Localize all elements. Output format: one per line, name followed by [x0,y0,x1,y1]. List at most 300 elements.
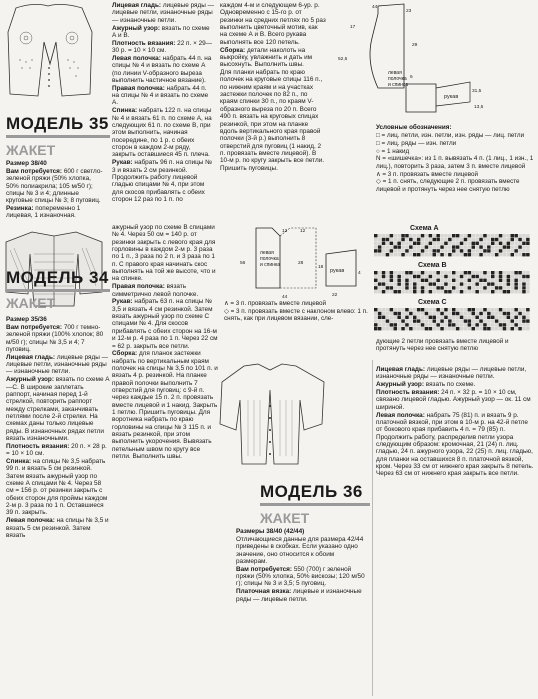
chart-cell [436,323,440,326]
chart-cell [522,282,526,285]
chart-cell [397,316,401,319]
model-34-instructions-a: Размер 35/36 Вам потребуется: 700 г темно-зеленой пряжи (100% хлопок; 80 м/50 г); спицы № 3,5 и 4; 7 пуговиц. Лицевая гладь: лицевые ряды — лицевые петли, изнаночные ряды — изнаночные петли. Ажурный узор: вязать по схеме А—С. В широкие заплетать раппорт, начиная перед 1-й стрелкой, повторить раппорт между стрелками, заканчивать петлями после 2-й стрелки. На схемах даны только лицевые ряды. В изнаночных рядах петли вязать изнаночными. Плотность вязания: 20 п. × 28 р. = 10 × 10 см. Спинка: на спицы № 3,5 набрать 99 п. и вязать 5 см резинкой. Затем вязать ажурный узор по схеме А спицами № 4. Через 58 см = 156 р. от резинки закрыть с обеих сторон для проймы каждом 2-м р. 3 раза по 1 п. Оставшиеся 39 п. закрыть. Левая полочка: на спицы № 3,5 и вязать 5 см резинкой. Затем вязать [6,316,110,539]
chart-cell [417,242,421,245]
chart-cell [495,249,499,252]
chart-cell [499,282,503,285]
chart-cell [503,282,507,285]
chart-cell [409,275,413,278]
chart-cell [421,323,425,326]
chart-cell [378,234,382,237]
model-36-instructions-a: Размеры 38/40 (42/44) Отличающиеся данные для размера 42/44 приведены в скобках. Если указано одно значение, оно относится к обоим размерам. Вам потребуется: 550 (700) г зеленой пряжи (50% хлопка, 50% вискозы; 120 м/50 г); спицы № 3 и 3,5; 5 пуговиц. Платочная вязка: лицевые и изнаночные ряды — лицевые петли. [236,528,365,603]
chart-cell [425,319,429,322]
chart-cell [483,319,487,322]
chart-cell [472,238,476,241]
left-shelf-label-2: левая полочка и спинка [260,250,281,268]
chart-cell [440,279,444,282]
chart-cell [518,242,522,245]
chart-cell [429,319,433,322]
chart-cell [394,316,398,319]
chart-cell [487,275,491,278]
chart-cell [421,242,425,245]
chart-cell [429,275,433,278]
chart-cell [507,290,511,293]
chart-cell [468,253,472,256]
chart-cell [483,245,487,248]
chart-cell [405,275,409,278]
chart-cell [511,245,515,248]
chart-cell [483,275,487,278]
chart-cell [487,282,491,285]
chart-cell [390,271,394,274]
chart-cell [421,234,425,237]
model-35-instructions-b: каждом 4-м и следующем 6-ур. р. Одновременно с 15-го р. от резинки на средних петлях по 5 раз выполнить цветочный мотив, как на схеме А и В. Всего рукава выполнять все 120 петель. Сборка: детали наколоть на выкройку, увлажнить и дать им высохнуть. Выполнить швы. Для планки набрать по краю полочек на круговые спицы 116 п., по нижним краям и на участках застежки полочек по 82 п., по краям спинки 30 п., по краям V-образного выреза по 20 п. Всего 490 п. вязать на круговых спицах резинкой, при этом на планке вдоль вертикального края правой полочки (3-й р.) выполнить 8 отверстий для пуговиц (1 накид, 2 п. провязать вместе лицевой). В 10-м р. по кругу закрыть все петли. Пришить пуговицы. [220,2,326,172]
chart-cell [526,238,530,241]
chart-cell [429,312,433,315]
chart-cell [433,312,437,315]
chart-cell [464,279,468,282]
chart-cell [405,319,409,322]
chart-cell [433,282,437,285]
chart-cell [409,234,413,237]
chart-cell [429,234,433,237]
chart-cell [374,279,378,282]
chart-cell [417,249,421,252]
chart-cell [394,290,398,293]
chart-cell [417,253,421,256]
chart-cell [386,271,390,274]
chart-cell [397,327,401,330]
scheme-b-chart [374,271,534,297]
chart-cell [444,286,448,289]
chart-cell [460,312,464,315]
chart-cell [386,319,390,322]
chart-cell [503,323,507,326]
chart-cell [436,249,440,252]
model-35-subtitle: ЖАКЕТ [6,142,56,158]
chart-cell [511,316,515,319]
chart-cell [468,238,472,241]
chart-cell [374,327,378,330]
chart-cell [503,319,507,322]
chart-cell [401,253,405,256]
chart-cell [460,308,464,311]
chart-cell [452,319,456,322]
chart-cell [417,308,421,311]
svg-text:28: 28 [298,261,304,266]
chart-cell [468,245,472,248]
chart-cell [413,282,417,285]
chart-cell [382,238,386,241]
model-36-title: МОДЕЛЬ 36 [260,482,363,501]
chart-cell [382,327,386,330]
chart-cell [518,290,522,293]
chart-cell [440,245,444,248]
chart-cell [440,271,444,274]
chart-cell [448,312,452,315]
chart-cell [413,290,417,293]
chart-cell [444,242,448,245]
chart-cell [511,279,515,282]
chart-cell [511,275,515,278]
chart-cell [487,319,491,322]
chart-cell [475,282,479,285]
chart-cell [468,249,472,252]
chart-cell [507,249,511,252]
chart-cell [394,249,398,252]
chart-cell [483,238,487,241]
chart-cell [374,242,378,245]
chart-cell [382,282,386,285]
chart-cell [444,282,448,285]
chart-cell [456,319,460,322]
chart-cell [468,323,472,326]
chart-cell [475,279,479,282]
chart-cell [472,234,476,237]
chart-cell [436,238,440,241]
chart-cell [491,319,495,322]
chart-cell [413,286,417,289]
chart-cell [472,249,476,252]
chart-cell [487,249,491,252]
chart-cell [429,271,433,274]
chart-cell [417,312,421,315]
chart-cell [514,275,518,278]
chart-cell [409,308,413,311]
chart-cell [401,312,405,315]
chart-cell [397,275,401,278]
chart-cell [514,249,518,252]
chart-cell [397,319,401,322]
chart-cell [495,253,499,256]
chart-cell [460,271,464,274]
chart-cell [479,286,483,289]
chart-cell [464,238,468,241]
chart-cell [440,286,444,289]
chart-cell [390,282,394,285]
chart-cell [514,271,518,274]
chart-cell [507,271,511,274]
chart-cell [390,275,394,278]
chart-cell [460,279,464,282]
chart-cell [409,286,413,289]
chart-cell [518,308,522,311]
chart-cell [472,312,476,315]
chart-cell [433,316,437,319]
model-35-instructions-a: Лицевая гладь: лицевые ряды — лицевые петли, изнаночные ряды — изнаночные петли. Ажурный узор: вязать по схеме А и В. Плотность вязания: 22 п. × 29—30 р. = 10 × 10 см. Левая полочка: набрать 44 п. на спицы № 4 и вязать по схеме А (по линии V-образного выреза выполнить частичное вязание). Правая полочка: набрать 44 п. на спицы № 4 и вязать по схеме А. Спинка: набрать 122 п. на спицы № 4 и вязать 61 п. по схеме А, на следующих 61 п. по схеме В, при этом выполнить, начиная посередине, по 1 р. с обеих сторон в каждом 2-м ряду, закрыть оставшиеся 45 п. плеча. Рукав: набрать 96 п. на спицы № 3 и вязать 2 см резинкой. Продолжить работу лицевой гладью спицами № 4, при этом для скосов прибавлять с обеих сторон 12 раз по 1 п. по [112,2,214,203]
chart-cell [483,242,487,245]
chart-cell [499,275,503,278]
chart-cell [495,319,499,322]
chart-cell [495,290,499,293]
chart-cell [483,290,487,293]
chart-cell [397,279,401,282]
chart-cell [499,238,503,241]
chart-cell [378,242,382,245]
chart-cell [405,238,409,241]
chart-cell [518,249,522,252]
chart-cell [394,319,398,322]
chart-cell [390,312,394,315]
chart-cell [417,279,421,282]
chart-cell [394,238,398,241]
model-35-requirements: Размер 38/40 Вам потребуется: 600 г светло-зеленой пряжи (50% хлопка, 50% полиакрила; 105 м/50 г); спицы № 3 и 4; длинные круговые спицы № 3; 8 пуговиц. Резинка: попеременно 1 лицевая, 1 изнаночная. [6,160,103,220]
chart-cell [456,279,460,282]
chart-cell [479,323,483,326]
chart-cell [394,286,398,289]
chart-cell [429,316,433,319]
chart-cell [417,319,421,322]
chart-cell [452,271,456,274]
chart-cell [460,238,464,241]
chart-cell [522,323,526,326]
chart-cell [526,249,530,252]
chart-cell [409,290,413,293]
chart-cell [479,279,483,282]
chart-cell [386,327,390,330]
chart-cell [425,249,429,252]
chart-cell [436,290,440,293]
chart-cell [499,249,503,252]
chart-cell [483,249,487,252]
chart-cell [518,238,522,241]
chart-cell [382,253,386,256]
chart-cell [397,323,401,326]
chart-cell [436,271,440,274]
chart-cell [464,275,468,278]
chart-cell [382,234,386,237]
chart-cell [507,234,511,237]
chart-cell [401,327,405,330]
chart-cell [436,319,440,322]
chart-cell [514,316,518,319]
chart-cell [468,290,472,293]
chart-cell [499,308,503,311]
chart-cell [503,249,507,252]
chart-cell [378,323,382,326]
chart-cell [409,245,413,248]
chart-cell [522,253,526,256]
chart-cell [425,242,429,245]
chart-cell [499,319,503,322]
chart-cell [448,290,452,293]
chart-cell [452,286,456,289]
chart-cell [460,282,464,285]
chart-cell [511,271,515,274]
chart-cell [460,319,464,322]
chart-cell [468,308,472,311]
chart-cell [421,245,425,248]
chart-cell [472,242,476,245]
chart-cell [397,312,401,315]
chart-cell [440,242,444,245]
chart-cell [507,308,511,311]
chart-cell [401,242,405,245]
chart-cell [518,282,522,285]
chart-cell [503,286,507,289]
chart-cell [394,242,398,245]
chart-cell [417,245,421,248]
chart-cell [460,249,464,252]
chart-cell [429,249,433,252]
chart-cell [374,286,378,289]
chart-cell [378,312,382,315]
chart-cell [464,308,468,311]
chart-cell [456,312,460,315]
chart-cell [401,316,405,319]
chart-cell [526,308,530,311]
chart-cell [464,245,468,248]
chart-cell [440,316,444,319]
chart-cell [436,282,440,285]
chart-cell [386,245,390,248]
chart-cell [448,323,452,326]
chart-cell [421,275,425,278]
chart-cell [390,319,394,322]
chart-cell [440,319,444,322]
chart-cell [425,282,429,285]
chart-cell [503,279,507,282]
chart-cell [433,271,437,274]
svg-text:29: 29 [412,43,418,48]
model-35-title: МОДЕЛЬ 35 [6,114,109,133]
chart-cell [495,279,499,282]
chart-cell [440,238,444,241]
chart-cell [386,286,390,289]
chart-cell [472,319,476,322]
chart-cell [518,253,522,256]
chart-cell [390,308,394,311]
chart-cell [491,312,495,315]
chart-cell [417,275,421,278]
chart-cell [491,238,495,241]
chart-cell [514,245,518,248]
chart-cell [436,279,440,282]
chart-cell [409,323,413,326]
chart-cell [448,308,452,311]
svg-text:31,5: 31,5 [472,89,482,94]
chart-cell [374,238,378,241]
chart-cell [483,316,487,319]
chart-cell [440,282,444,285]
chart-cell [401,319,405,322]
chart-cell [386,282,390,285]
chart-cell [374,234,378,237]
model-36-subtitle: ЖАКЕТ [260,510,310,526]
chart-cell [499,312,503,315]
model-34-legend-c: дующие 2 петли провязать вместе лицевой и протянуть через нее снятую петлю [376,338,509,353]
chart-cell [526,290,530,293]
chart-cell [491,249,495,252]
chart-cell [499,253,503,256]
chart-cell [413,279,417,282]
chart-cell [503,234,507,237]
svg-text:12: 12 [282,229,288,234]
chart-cell [386,253,390,256]
chart-cell [413,319,417,322]
chart-cell [417,323,421,326]
chart-cell [514,327,518,330]
chart-cell [382,242,386,245]
chart-cell [491,245,495,248]
chart-cell [460,234,464,237]
chart-cell [503,327,507,330]
chart-cell [425,290,429,293]
chart-cell [421,290,425,293]
chart-cell [390,238,394,241]
chart-cell [475,271,479,274]
chart-cell [394,253,398,256]
chart-cell [491,282,495,285]
chart-cell [378,238,382,241]
chart-cell [522,249,526,252]
chart-cell [526,275,530,278]
chart-cell [479,253,483,256]
chart-cell [405,323,409,326]
chart-cell [468,282,472,285]
chart-cell [499,316,503,319]
chart-cell [452,279,456,282]
chart-cell [409,271,413,274]
chart-cell [448,319,452,322]
chart-cell [452,316,456,319]
chart-cell [405,316,409,319]
chart-cell [421,249,425,252]
chart-cell [495,286,499,289]
chart-cell [468,312,472,315]
chart-cell [491,327,495,330]
chart-cell [433,323,437,326]
chart-cell [479,245,483,248]
chart-cell [425,323,429,326]
chart-cell [397,242,401,245]
chart-cell [483,279,487,282]
chart-cell [436,242,440,245]
chart-cell [460,242,464,245]
chart-cell [452,242,456,245]
chart-cell [444,275,448,278]
chart-cell [444,279,448,282]
model-36-bar [260,503,370,506]
chart-cell [475,249,479,252]
chart-cell [522,316,526,319]
chart-cell [433,286,437,289]
chart-cell [472,286,476,289]
chart-cell [475,242,479,245]
chart-cell [507,245,511,248]
chart-cell [511,327,515,330]
chart-cell [518,319,522,322]
chart-cell [495,316,499,319]
scheme-a-chart [374,234,534,260]
chart-cell [518,275,522,278]
chart-cell [413,238,417,241]
chart-cell [499,290,503,293]
chart-cell [468,319,472,322]
chart-cell [425,234,429,237]
chart-cell [405,253,409,256]
chart-cell [417,271,421,274]
chart-cell [452,234,456,237]
chart-cell [522,290,526,293]
chart-cell [491,323,495,326]
chart-cell [495,312,499,315]
chart-cell [394,323,398,326]
chart-cell [425,316,429,319]
sleeve-label: рукав [444,94,459,100]
chart-cell [464,316,468,319]
chart-cell [472,279,476,282]
chart-cell [464,234,468,237]
